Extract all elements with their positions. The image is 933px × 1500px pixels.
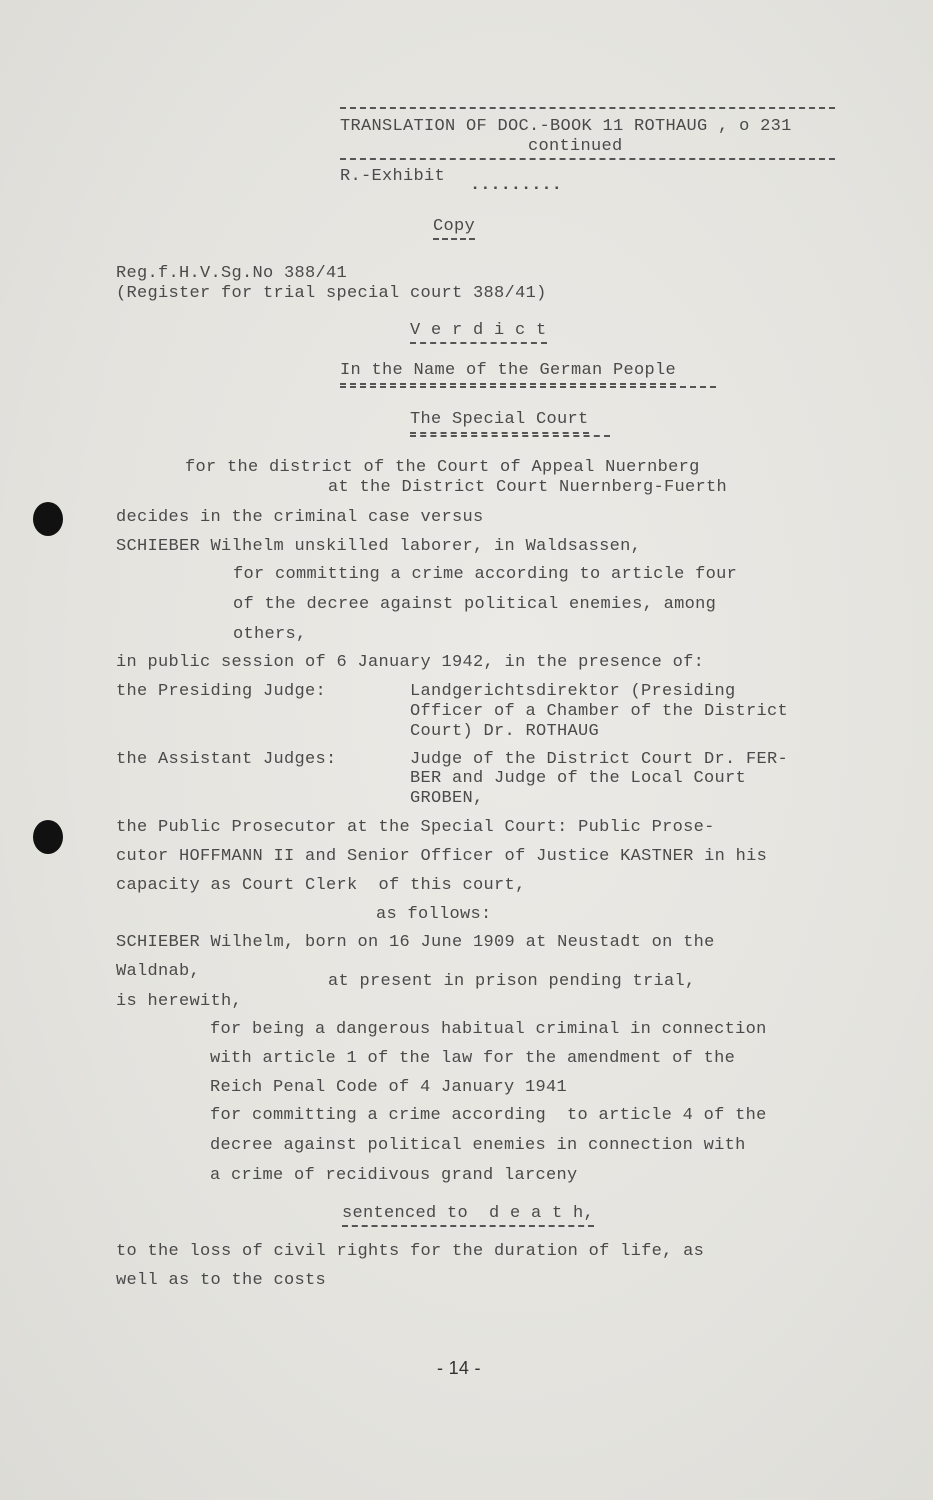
- punch-hole-top: [33, 502, 63, 536]
- birthplace-continued: Waldnab,: [116, 962, 201, 981]
- court-heading-double-rule: [410, 435, 610, 437]
- prison-status: at present in prison pending trial,: [328, 972, 696, 991]
- assistant-judges-line2: BER and Judge of the Local Court: [410, 769, 747, 788]
- as-follows-line: as follows:: [376, 905, 492, 924]
- charge-line2: of the decree against political enemies, among: [233, 595, 717, 614]
- prosecutor-line2: cutor HOFFMANN II and Senior Officer of Justice KASTNER in his: [116, 847, 768, 866]
- subtitle-double-rule: [340, 386, 716, 388]
- presiding-judge-line2: Officer of a Chamber of the District: [410, 702, 789, 721]
- court-district-line1: for the district of the Court of Appeal Nuernberg: [185, 458, 700, 477]
- civil-rights-line2: well as to the costs: [116, 1271, 327, 1290]
- court-district-line2: at the District Court Nuernberg-Fuerth: [328, 478, 728, 497]
- punch-hole-bottom: [33, 820, 63, 854]
- reason-line3: Reich Penal Code of 4 January 1941: [210, 1078, 568, 1097]
- presiding-judge-line1: Landgerichtsdirektor (Presiding: [410, 682, 736, 701]
- register-translation: (Register for trial special court 388/41): [116, 284, 547, 303]
- charge-line3: others,: [233, 625, 307, 644]
- defendant-line: SCHIEBER Wilhelm unskilled laborer, in Waldsassen,: [116, 537, 642, 556]
- presiding-judge-label: the Presiding Judge:: [116, 682, 327, 701]
- session-line: in public session of 6 January 1942, in the presence of:: [116, 653, 705, 672]
- assistant-judges-line1: Judge of the District Court Dr. FER-: [410, 750, 789, 769]
- presiding-judge-line3: Court) Dr. ROTHAUG: [410, 722, 600, 741]
- verdict-title: V e r d i c t: [410, 321, 547, 344]
- civil-rights-line1: to the loss of civil rights for the duration of life, as: [116, 1242, 705, 1261]
- exhibit-label: R.-Exhibit: [340, 167, 446, 186]
- exhibit-number-blank: .........: [470, 176, 562, 195]
- header-bottom-rule: [340, 158, 835, 160]
- copy-label: Copy: [433, 217, 475, 240]
- assistant-judges-label: the Assistant Judges:: [116, 750, 337, 769]
- decides-line: decides in the criminal case versus: [116, 508, 484, 527]
- assistant-judges-line3: GROBEN,: [410, 789, 484, 808]
- german-people-subtitle: In the Name of the German People: [340, 361, 676, 385]
- header-top-rule: [340, 107, 835, 109]
- page-number: - 14 -: [437, 1358, 481, 1378]
- prosecutor-line1: the Public Prosecutor at the Special Court: Public Prose-: [116, 818, 715, 837]
- continued-label: continued: [528, 137, 623, 156]
- charge-line1: for committing a crime according to article four: [233, 565, 738, 584]
- reason-line5: decree against political enemies in connection with: [210, 1136, 746, 1155]
- register-number: Reg.f.H.V.Sg.No 388/41: [116, 264, 348, 283]
- translation-heading: TRANSLATION OF DOC.-BOOK 11 ROTHAUG , o 231: [340, 117, 792, 136]
- reason-line6: a crime of recidivous grand larceny: [210, 1166, 578, 1185]
- herewith-line: is herewith,: [116, 992, 243, 1011]
- prosecutor-line3: capacity as Court Clerk of this court,: [116, 876, 526, 895]
- death-sentence-line: sentenced to d e a t h,: [342, 1204, 594, 1227]
- reason-line2: with article 1 of the law for the amendment of the: [210, 1049, 736, 1068]
- special-court-heading: The Special Court: [410, 410, 589, 434]
- reason-line1: for being a dangerous habitual criminal in connection: [210, 1020, 767, 1039]
- defendant-birth-line: SCHIEBER Wilhelm, born on 16 June 1909 at Neustadt on the: [116, 933, 715, 952]
- reason-line4: for committing a crime according to article 4 of the: [210, 1106, 767, 1125]
